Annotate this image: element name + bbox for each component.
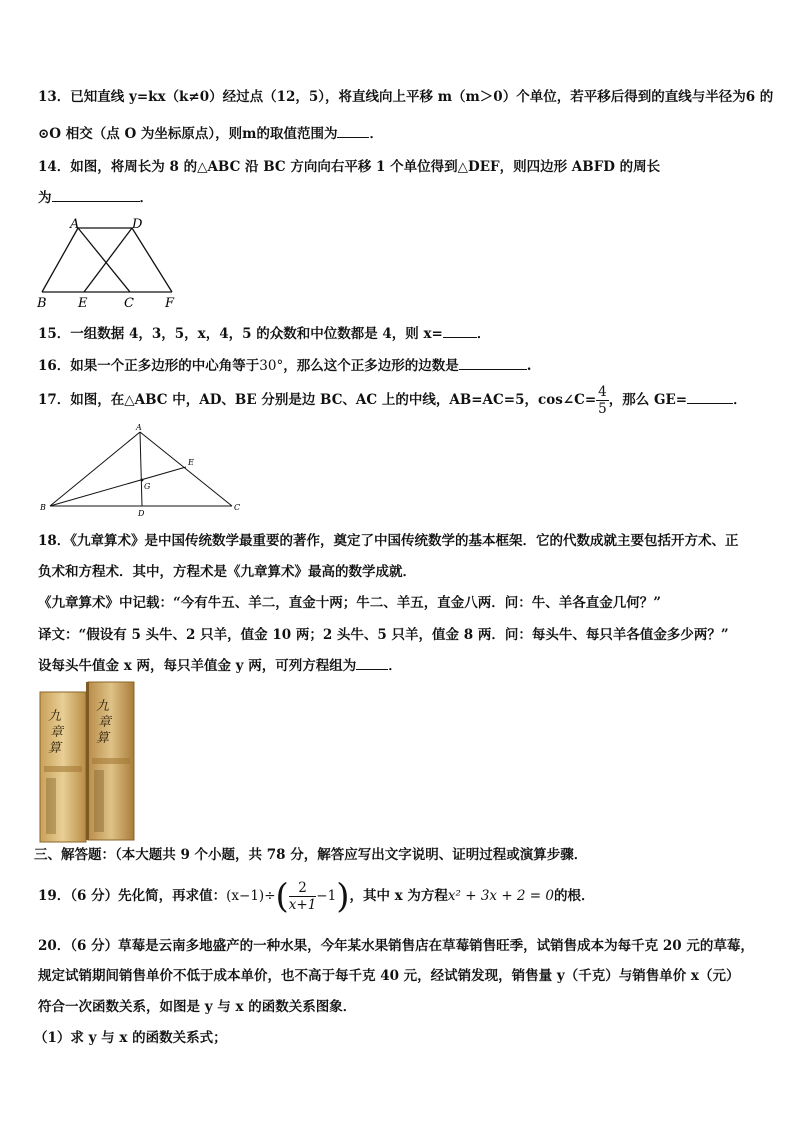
svg-text:章: 章 bbox=[50, 725, 64, 740]
q19-frac-numerator: 2 bbox=[289, 880, 317, 897]
q20-line1: 20．（6 分）草莓是云南多地盛产的一种水果，今年某水果销售店在草莓销售旺季，试销售成本为每千克 20 元的草莓， bbox=[38, 938, 754, 954]
q17-label-B: B bbox=[40, 503, 46, 512]
q20-line3: 符合一次函数关系，如图是 y 与 x 的函数关系图象． bbox=[38, 999, 357, 1015]
q15-answer-blank bbox=[443, 324, 477, 338]
q14-label-E: E bbox=[78, 296, 88, 311]
q20-sub1: （1）求 y 与 x 的函数关系式； bbox=[34, 1030, 227, 1046]
q14-line2 bbox=[38, 188, 153, 207]
svg-text:九: 九 bbox=[96, 699, 110, 714]
svg-text:章: 章 bbox=[98, 715, 112, 730]
q18-line4: 译文：“假设有 5 头牛、2 只羊，值金 10 两；2 头牛、5 只羊，值金 8 两．问：每头牛、每只羊各值金多少两？” bbox=[38, 627, 729, 643]
q18-line3: 《九章算术》中记载：“今有牛五、羊二，直金十两；牛二、羊五，直金八两．问：牛、羊各直金几何？” bbox=[38, 595, 662, 611]
q14-label-A: A bbox=[70, 217, 80, 232]
q17-line bbox=[38, 382, 747, 418]
q17-label-D: D bbox=[138, 509, 145, 518]
q18-line5 bbox=[38, 656, 402, 675]
q15-end: ． bbox=[476, 326, 491, 342]
q19-text: 19．（6 分）先化简，再求值： bbox=[38, 888, 227, 904]
q15-line bbox=[38, 324, 490, 343]
q18-end: ． bbox=[388, 658, 402, 674]
q19-text-b: ，其中 x 为方程 bbox=[349, 888, 448, 904]
q19-right-paren: ) bbox=[336, 876, 350, 917]
q17-frac-denominator: 5 bbox=[598, 401, 607, 417]
q13-end: ． bbox=[369, 126, 383, 142]
q16-line bbox=[38, 356, 531, 375]
q15-text: 15．一组数据 4，3，5，x，4，5 的众数和中位数都是 4，则 x= bbox=[38, 326, 443, 342]
q18-book-image bbox=[38, 678, 140, 844]
q17-text-b: ，那么 GE= bbox=[608, 392, 688, 408]
q17-end: ． bbox=[733, 392, 747, 408]
section3-heading: 三、解答题：（本大题共 9 个小题，共 78 分，解答应写出文字说明、证明过程或演算步骤． bbox=[34, 847, 588, 863]
q14-end: ． bbox=[139, 190, 153, 206]
q19-expr-b: −1 bbox=[316, 888, 337, 904]
q13-line2 bbox=[38, 124, 383, 143]
q14-label-C: C bbox=[124, 296, 134, 311]
q14-translation-figure bbox=[34, 216, 184, 312]
q14-label-D: D bbox=[132, 217, 143, 232]
q14-line1: 14．如图，将周长为 8 的△ABC 沿 BC 方向向右平移 1 个单位得到△DEF，则四边形 ABFD 的周长 bbox=[38, 159, 661, 175]
q18-line1: 18．《九章算术》是中国传统数学最重要的著作，奠定了中国传统数学的基本框架．它的代数成就主要包括开方术、正 bbox=[38, 533, 739, 549]
q18-line2: 负术和方程术．其中，方程术是《九章算术》最高的数学成就． bbox=[38, 564, 416, 580]
q17-label-A: A bbox=[136, 423, 142, 432]
q17-label-E: E bbox=[188, 458, 194, 467]
q17-frac-numerator: 4 bbox=[598, 384, 607, 400]
q19-line bbox=[38, 874, 595, 918]
q16-angle: 30° bbox=[259, 358, 284, 374]
q14-text: 为 bbox=[38, 190, 52, 206]
q14-label-F: F bbox=[165, 296, 175, 311]
q13-text: ⊙O 相交（点 O 为坐标原点），则m的取值范围为 bbox=[38, 126, 338, 142]
q19-expr-a: (x−1)÷ bbox=[226, 888, 276, 904]
q18-answer-blank bbox=[356, 656, 388, 670]
q13-answer-blank bbox=[337, 124, 369, 138]
q17-label-G: G bbox=[144, 482, 151, 491]
q16-text: 16．如果一个正多边形的中心角等于 bbox=[38, 358, 260, 374]
q19-left-paren: ( bbox=[275, 876, 289, 917]
q16-end: . bbox=[526, 358, 532, 374]
q16-text-b: ，那么这个正多边形的边数是 bbox=[283, 358, 459, 374]
q19-frac-denominator: x+1 bbox=[288, 897, 317, 913]
q20-line2: 规定试销期间销售单价不低于成本单价，也不高于每千克 40 元，经试销发现，销售量 y（千克）与销售单价 x（元） bbox=[38, 968, 740, 984]
q19-fraction bbox=[289, 880, 317, 913]
svg-text:九: 九 bbox=[48, 709, 62, 724]
q18-text: 设每头牛值金 x 两，每只羊值金 y 两，可列方程组为 bbox=[38, 658, 357, 674]
q17-text: 17．如图，在△ABC 中，AD、BE 分别是边 BC、AC 上的中线，AB=AC=5，cos∠C= bbox=[38, 392, 597, 408]
svg-text:算: 算 bbox=[96, 731, 110, 746]
svg-text:算: 算 bbox=[48, 741, 62, 756]
q17-answer-blank bbox=[687, 390, 733, 404]
q19-text-c: 的根． bbox=[554, 888, 595, 904]
q17-triangle-figure bbox=[36, 420, 246, 520]
q17-label-C: C bbox=[234, 503, 241, 512]
q16-answer-blank bbox=[459, 356, 527, 370]
q17-cos-fraction bbox=[596, 384, 609, 417]
q14-label-B: B bbox=[37, 296, 47, 311]
q14-answer-blank bbox=[52, 188, 140, 202]
q19-equation: x² + 3x + 2 = 0 bbox=[447, 888, 554, 904]
q13-line1: 13．已知直线 y=kx（k≠0）经过点（12，5），将直线向上平移 m（m＞0）个单位，若平移后得到的直线与半径为6 的 bbox=[38, 89, 774, 105]
